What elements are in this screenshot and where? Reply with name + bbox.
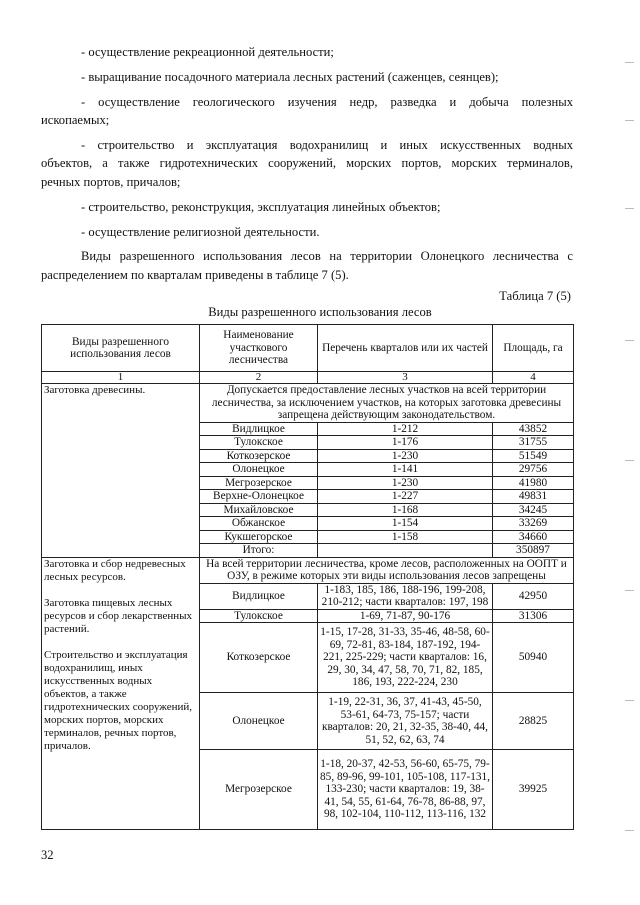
column-number: 3 [318,372,493,384]
scan-edge-mark [625,62,634,63]
para-line: - осуществление геологического изучения недр, разведка и добыча полезных [81,95,573,109]
para-line: распределением по кварталам приведены в таблице 7 (5). [41,268,349,282]
area-cell: 39925 [493,750,574,830]
table-row [42,384,574,423]
para-line: Виды разрешенного использования лесов на территории Олонецкого лесничества с [81,249,573,263]
use-kind-c: Строительство и эксплуатация водохранилищ, иных искусственных водных объектов, а также гидротехнических сооружений, морских портов, морских терминалов, речных портов, причалов. [44,648,193,752]
page-number: 32 [41,848,54,862]
forestry-cell: Кукшегорское [200,530,318,544]
header-cell: Площадь, га [493,325,574,372]
area-cell: 50940 [493,623,574,693]
forestry-cell: Мегрозерское [200,750,318,830]
area-cell: 34245 [493,503,574,517]
forestry-cell: Видлицкое [200,422,318,436]
para-line: - строительство и эксплуатация водохранилищ и иных искусственных водных [81,138,573,152]
quarters-cell: 1-183, 185, 186, 188-196, 199-208, 210-212; части кварталов: 197, 198 [318,583,493,609]
para-line: - выращивание посадочного материала лесных растений (саженцев, сеянцев); [81,70,499,84]
use-kind-cell [42,557,200,830]
forestry-cell: Михайловское [200,503,318,517]
forestry-cell: Олонецкое [200,463,318,477]
para-line: - осуществление религиозной деятельности. [81,225,320,239]
area-cell: 28825 [493,693,574,750]
forestry-cell: Олонецкое [200,693,318,750]
total-label: Итого: [200,544,318,558]
area-cell: 31755 [493,436,574,450]
table-title: Виды разрешенного использования лесов [208,305,432,319]
area-cell: 29756 [493,463,574,477]
scan-edge-mark [625,460,634,461]
total-value: 350897 [493,544,574,558]
quarters-cell: 1-141 [318,463,493,477]
para-line: речных портов, причалов; [41,175,181,189]
section-note: На всей территории лесничества, кроме лесов, расположенных на ООПТ и ОЗУ, в режиме которых эти виды использования лесов запрещены [200,557,574,583]
quarters-cell: 1-158 [318,530,493,544]
quarters-cell: 1-230 [318,449,493,463]
quarters-cell: 1-69, 71-87, 90-176 [318,609,493,623]
header-cell: Виды разрешенного использования лесов [42,325,200,372]
forestry-cell: Тулокское [200,436,318,450]
quarters-cell: 1-230 [318,476,493,490]
area-cell: 51549 [493,449,574,463]
forestry-cell: Видлицкое [200,583,318,609]
column-number: 2 [200,372,318,384]
forestry-cell: Мегрозерское [200,476,318,490]
area-cell: 41980 [493,476,574,490]
quarters-cell: 1-212 [318,422,493,436]
scan-edge-mark [625,830,634,831]
para-line: - осуществление рекреационной деятельности; [81,45,334,59]
forestry-cell: Обжанское [200,517,318,531]
forestry-cell: Коткозерское [200,623,318,693]
quarters-cell: 1-15, 17-28, 31-33, 35-46, 48-58, 60-69, 72-81, 83-184, 187-192, 194-221, 225-229; части кварталов: 16, 29, 30, 34, 47, 58, 70, 71, 82, 185, 186, 193, 222-224, 230 [318,623,493,693]
column-number: 4 [493,372,574,384]
scan-edge-mark [625,700,634,701]
quarters-cell: 1-176 [318,436,493,450]
quarters-cell: 1-168 [318,503,493,517]
area-cell: 49831 [493,490,574,504]
quarters-cell: 1-227 [318,490,493,504]
total-empty [318,544,493,558]
forestry-cell: Верхне-Олонецкое [200,490,318,504]
forestry-cell: Коткозерское [200,449,318,463]
para-line: объектов, а также гидротехнических сооружений, морских портов, морских терминалов, [41,156,573,170]
scan-edge-mark [625,208,634,209]
table-row [42,557,574,583]
section-note: Допускается предоставление лесных участков на всей территории лесничества, за исключением участков, на которых заготовка древесины запрещена действующим законодательством. [200,384,574,423]
area-cell: 31306 [493,609,574,623]
table-number: Таблица 7 (5) [499,289,571,303]
use-kind-cell: Заготовка древесины. [42,384,200,558]
quarters-cell: 1-18, 20-37, 42-53, 56-60, 65-75, 79-85, 89-96, 99-101, 105-108, 117-131, 133-230; части кварталов: 19, 38-41, 54, 55, 61-64, 76-78, 86-88, 97, 98, 102-104, 110-112, 113-116, 132 [318,750,493,830]
column-number: 1 [42,372,200,384]
header-cell: Перечень кварталов или их частей [318,325,493,372]
use-kind-a: Заготовка и сбор недревесных лесных ресурсов. [44,557,186,583]
para-line: - строительство, реконструкция, эксплуатация линейных объектов; [81,200,441,214]
quarters-cell: 1-154 [318,517,493,531]
para-line: ископаемых; [41,113,110,127]
column-number-row [42,372,574,384]
forest-use-table [41,324,574,830]
area-cell: 33269 [493,517,574,531]
header-cell: Наименование участкового лесничества [200,325,318,372]
use-kind-b: Заготовка пищевых лесных ресурсов и сбор лекарственных растений. [44,596,193,635]
area-cell: 34660 [493,530,574,544]
area-cell: 43852 [493,422,574,436]
forestry-cell: Тулокское [200,609,318,623]
quarters-cell: 1-19, 22-31, 36, 37, 41-43, 45-50, 53-61, 64-73, 75-157; части кварталов: 20, 21, 32-35, 38-40, 44, 51, 52, 62, 63, 74 [318,693,493,750]
scan-edge-mark [625,120,634,121]
table-header-row [42,325,574,372]
scan-edge-mark [625,590,634,591]
area-cell: 42950 [493,583,574,609]
scan-edge-mark [625,340,634,341]
